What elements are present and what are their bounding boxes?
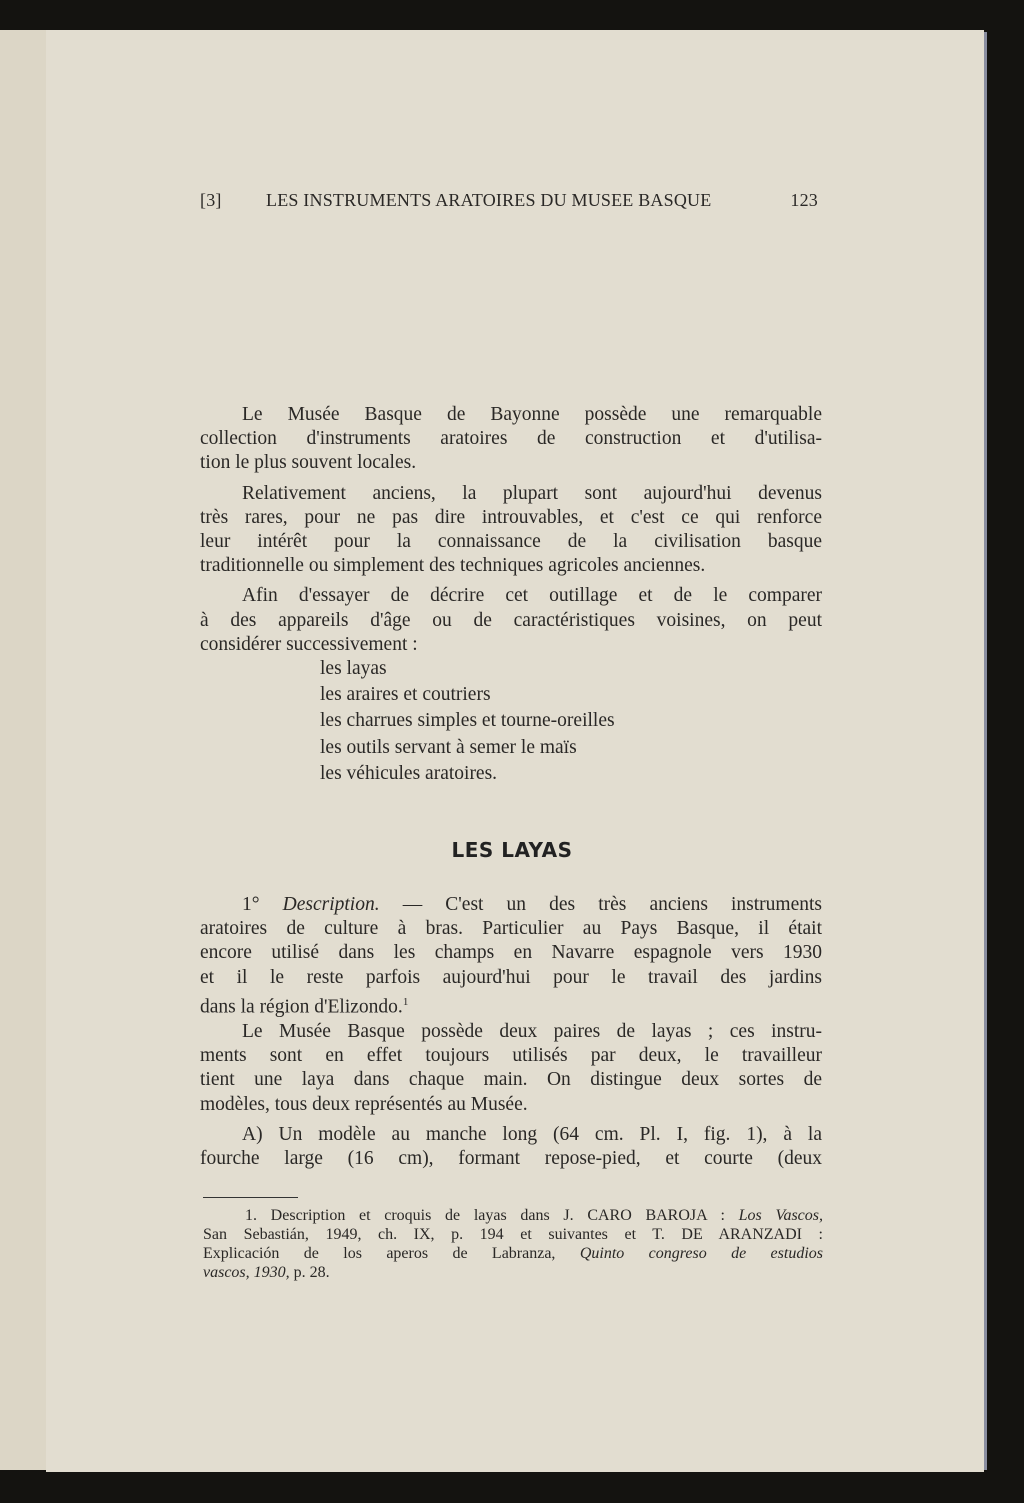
footnote-divider	[203, 1197, 298, 1198]
text-line	[203, 1206, 823, 1225]
paragraph	[200, 403, 822, 476]
footnote	[203, 1206, 823, 1282]
text-line: tion le plus souvent locales.	[200, 452, 417, 474]
footnote-ref[interactable]: 1	[402, 995, 409, 1008]
section-number: 1°	[242, 894, 260, 915]
facing-page-edge	[0, 30, 48, 1470]
text-line: considérer successivement :	[200, 633, 418, 655]
text-line: et il le reste parfois aujourd'hui pour le travail des jardins	[200, 966, 822, 988]
paragraph	[200, 482, 822, 579]
paragraph	[200, 893, 823, 1018]
text-line: traditionnelle ou simplement des techniques agricoles anciennes.	[200, 555, 706, 577]
list-item: les layas	[320, 658, 387, 679]
text-line	[203, 1244, 823, 1263]
text-line: tient une laya dans chaque main. On distingue deux sortes de	[200, 1069, 822, 1091]
subheading: Description.	[282, 894, 380, 915]
text-line: Relativement anciens, la plupart sont aujourd'hui devenus	[242, 482, 822, 504]
text-line: Le Musée Basque de Bayonne possède une remarquable	[242, 404, 822, 425]
text-span: vascos, 1930,	[203, 1264, 290, 1281]
paragraph	[200, 584, 822, 657]
section-number: [3]	[200, 190, 222, 210]
list-item: les véhicules aratoires.	[320, 762, 498, 784]
text-span: Explicación de los aperos de Labranza,	[203, 1245, 580, 1262]
paragraph	[200, 1020, 822, 1117]
text-span: Los Vascos,	[738, 1207, 824, 1224]
list-item: les araires et coutriers	[320, 684, 491, 706]
text-line: aratoires de culture à bras. Particulier au Pays Basque, il était	[200, 918, 822, 940]
list-item: les charrues simples et tourne-oreilles	[320, 710, 615, 732]
intro-text	[200, 403, 822, 663]
text-line: encore utilisé dans les champs en Navarre espagnole vers 1930	[200, 942, 822, 964]
text-span: 1. Description et croquis de layas dans J. CARO BAROJA :	[245, 1207, 739, 1224]
text-line: modèles, tous deux représentés au Musée.	[200, 1093, 528, 1115]
topic-list	[320, 656, 615, 787]
text-line: Le Musée Basque possède deux paires de layas ; ces instru-	[242, 1020, 822, 1042]
text-span: p. 28.	[289, 1264, 330, 1281]
text-line: San Sebastián, 1949, ch. IX, p. 194 et suivantes et T. DE ARANZADI :	[203, 1226, 823, 1243]
text-span: — C'est un des très anciens instruments	[402, 894, 823, 915]
running-title: LES INSTRUMENTS ARATOIRES DU MUSEE BASQUE	[266, 190, 712, 210]
page-edge	[984, 32, 987, 1470]
text-line	[200, 990, 822, 1018]
list-item: les outils servant à semer le maïs	[320, 736, 577, 758]
text-line: A) Un modèle au manche long (64 cm. Pl. I, fig. 1), à la	[242, 1123, 822, 1145]
section-text	[200, 893, 822, 1177]
text-span: Quinto congreso de estudios	[579, 1245, 823, 1262]
text-line: leur intérêt pour la connaissance de la civilisation basque	[200, 530, 822, 552]
text-line: collection d'instruments aratoires de construction et d'utilisa-	[200, 428, 822, 450]
text-line: fourche large (16 cm), formant repose-pied, et courte (deux	[200, 1147, 822, 1169]
text-line: ments sont en effet toujours utilisés par deux, le travailleur	[200, 1045, 822, 1067]
text-line	[200, 893, 822, 917]
paragraph	[200, 1123, 822, 1171]
text-line	[203, 1263, 823, 1282]
page-number: 123	[790, 190, 818, 210]
text-line: Afin d'essayer de décrire cet outillage et de le comparer	[242, 585, 822, 607]
text-line: très rares, pour ne pas dire introuvables, et c'est ce qui renforce	[200, 506, 822, 528]
section-heading: LES LAYAS	[451, 838, 573, 862]
text-line: à des appareils d'âge ou de caractéristiques voisines, on peut	[200, 609, 822, 631]
text-span: dans la région d'Elizondo.	[200, 996, 403, 1018]
